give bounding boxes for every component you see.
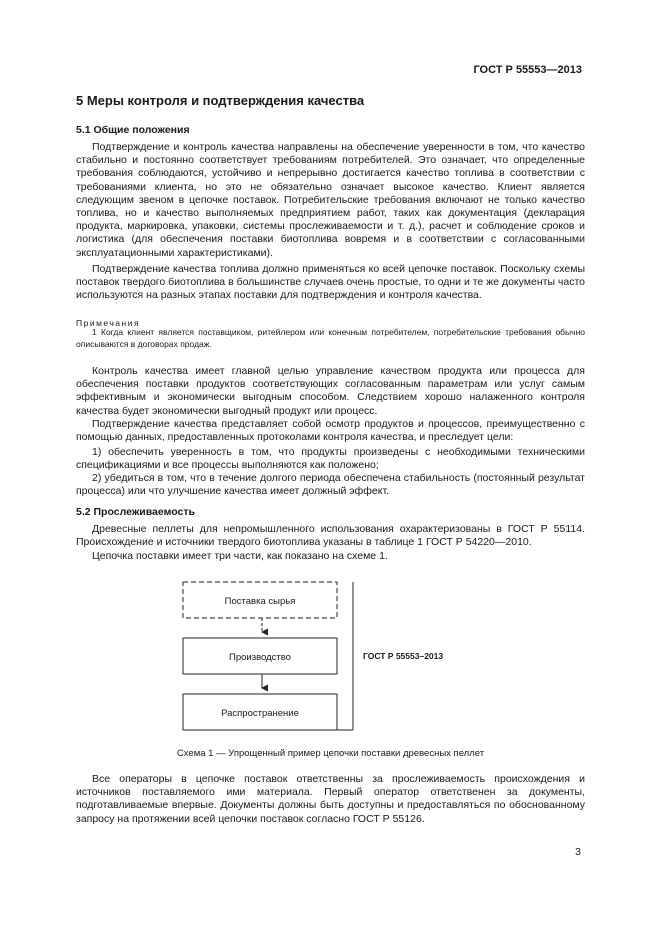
production-label: Производство — [229, 652, 291, 663]
note-title: Примечания — [76, 318, 141, 328]
list-item-2: 2) убедиться в том, что в течение долгого периода обеспечена стабильность (постоянный результат процесса) или что улучшение качества имеет должный эффект. — [76, 472, 585, 498]
standard-code-header: ГОСТ Р 55553—2013 — [473, 64, 582, 76]
subsection-5-1-title: 5.1 Общие положения — [76, 124, 190, 136]
raw-supply-label: Поставка сырья — [224, 596, 296, 607]
paragraph-5-2-3: Все операторы в цепочке поставок ответственны за прослеживаемость происхождения и источников поставляемого ими материала. Первый оператор ответственен за документы, подготавливаемые впервые. Документы должны быть доступны и предоставляться по обоснованному запросу на протяжении всей цепочки поставок согласно ГОСТ Р 55126. — [76, 773, 585, 825]
page-number: 3 — [575, 846, 581, 858]
scope-label: ГОСТ Р 55553–2013 — [363, 651, 444, 661]
paragraph-5-2-1: Древесные пеллеты для непромышленного использования охарактеризованы в ГОСТ Р 55114. Происхождение и источники твердого биотоплива указаны в таблице 1 ГОСТ Р 54220—2010. — [76, 523, 585, 549]
subsection-5-2-title: 5.2 Прослеживаемость — [76, 506, 195, 518]
paragraph-5-1-1: Подтверждение и контроль качества направлены на обеспечение уверенности в том, что качество стабильно и постоянно соответствует требованиям потребителей. Это означает, что определенные требования соблюдаются, устойчиво и непрерывно достигается качество топлива в соответствии с требованиями клиента, но это не обязательно означает высокое качество. Клиент является следующим звеном в цепочке поставок. Потребительские требования включают не только качество топлива, но и качество выполняемых предприятием работ, таких как документация (декларация продукта, маркировка, упаковки, системы прослеживаемости и т. д.), расчет и соблюдение сроков и логистика (для обеспечения поставки биотоплива вовремя и в соответствии с согласованными эксплуатационными характеристиками). — [76, 141, 585, 259]
paragraph-5-1-2: Подтверждение качества топлива должно применяться ко всей цепочке поставок. Поскольку схемы поставок твердого биотоплива в большинстве случаев очень простые, то одни и те же документы часто используются на разных этапах поставки для подтверждения и контроля качества. — [76, 263, 585, 302]
paragraph-5-2-2: Цепочка поставки имеет три части, как показано на схеме 1. — [92, 550, 388, 562]
scheme-caption: Схема 1 — Упрощенный пример цепочки поставки древесных пеллет — [176, 748, 485, 759]
supply-chain-scheme — [170, 572, 470, 740]
paragraph-5-1-3: Контроль качества имеет главной целью управление качеством продукта или процесса для обеспечения поставки продуктов соответствующих согласованным параметрам или услуг самым эффективным и экономически выгодным способом. Следствием хорошо налаженного контроля качества будет экономически выгодный продукт или процесс. — [76, 365, 585, 417]
section-5-title: 5 Меры контроля и подтверждения качества — [76, 93, 365, 108]
paragraph-5-1-4: Подтверждение качества представляет собой осмотр продуктов и процессов, преимущественно с помощью данных, предоставленных протоколами контроля качества, и преследует цели: — [76, 418, 585, 444]
distribution-label: Распространение — [221, 708, 299, 719]
note-1: 1 Когда клиент является поставщиком, ритейлером или конечным потребителем, потребительские требования обычно описываются в договорах продаж. — [76, 327, 585, 349]
list-item-1: 1) обеспечить уверенность в том, что продукты произведены с необходимыми техническими спецификациями и все процессы выполняются как положено; — [76, 446, 585, 472]
